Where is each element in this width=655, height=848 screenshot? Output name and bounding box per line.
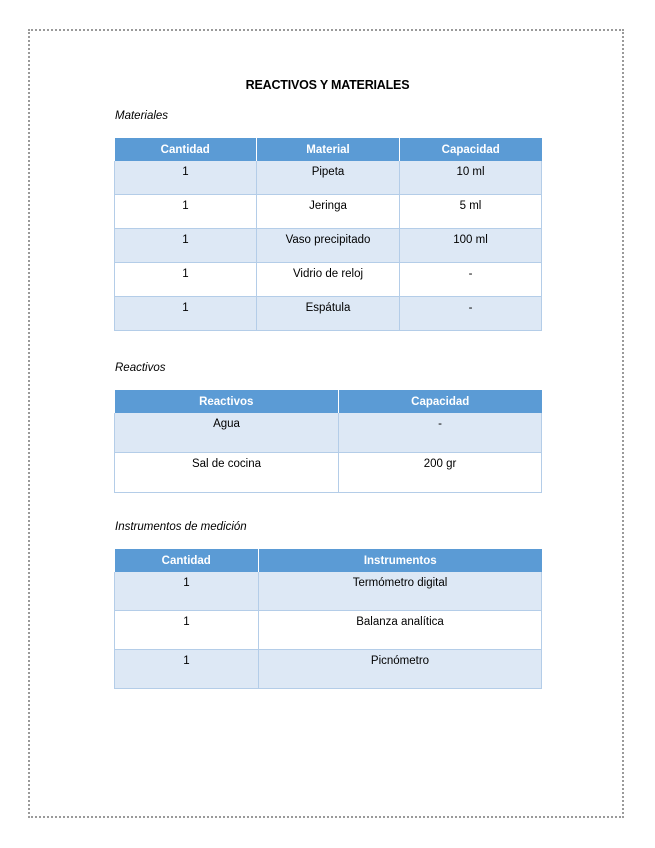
table-cell: 10 ml bbox=[400, 161, 542, 195]
table-cell: 1 bbox=[115, 650, 259, 689]
table-cell: 100 ml bbox=[400, 229, 542, 263]
materials-heading: Materiales bbox=[115, 110, 169, 122]
column-header-material: Material bbox=[257, 138, 400, 161]
instruments-heading: Instrumentos de medición bbox=[115, 521, 247, 533]
table-cell: Vaso precipitado bbox=[257, 229, 400, 263]
table-cell: Picnómetro bbox=[259, 650, 542, 689]
table-row bbox=[115, 195, 542, 229]
table-cell: 1 bbox=[115, 161, 257, 195]
reagents-heading: Reactivos bbox=[115, 362, 166, 374]
table-cell: - bbox=[400, 297, 542, 331]
table-cell: 200 gr bbox=[339, 453, 542, 493]
table-row bbox=[115, 297, 542, 331]
table-row bbox=[115, 572, 542, 611]
table-cell: 1 bbox=[115, 195, 257, 229]
table-cell: 1 bbox=[115, 297, 257, 331]
table-row bbox=[115, 611, 542, 650]
materials-header-row bbox=[115, 138, 542, 161]
table-cell: Balanza analítica bbox=[259, 611, 542, 650]
table-cell: Termómetro digital bbox=[259, 572, 542, 611]
table-cell: - bbox=[400, 263, 542, 297]
table-row bbox=[115, 650, 542, 689]
table-cell: Espátula bbox=[257, 297, 400, 331]
materials-table bbox=[114, 138, 542, 331]
table-cell: 1 bbox=[115, 229, 257, 263]
table-cell: Jeringa bbox=[257, 195, 400, 229]
column-header-reactivos: Reactivos bbox=[115, 390, 339, 413]
table-cell: 1 bbox=[115, 611, 259, 650]
column-header-cantidad: Cantidad bbox=[115, 138, 257, 161]
table-cell: Agua bbox=[115, 413, 339, 453]
column-header-capacidad: Capacidad bbox=[339, 390, 542, 413]
table-row bbox=[115, 413, 542, 453]
instruments-header-row bbox=[115, 549, 542, 572]
table-row bbox=[115, 453, 542, 493]
table-cell: Vidrio de reloj bbox=[257, 263, 400, 297]
reagents-header-row bbox=[115, 390, 542, 413]
table-cell: 1 bbox=[115, 263, 257, 297]
table-cell: - bbox=[339, 413, 542, 453]
table-row bbox=[115, 229, 542, 263]
instruments-table bbox=[114, 549, 542, 689]
table-cell: 1 bbox=[115, 572, 259, 611]
table-cell: 5 ml bbox=[400, 195, 542, 229]
table-cell: Sal de cocina bbox=[115, 453, 339, 493]
reagents-table bbox=[114, 390, 542, 493]
column-header-instrumentos: Instrumentos bbox=[259, 549, 542, 572]
document-title: REACTIVOS Y MATERIALES bbox=[245, 78, 410, 92]
table-cell: Pipeta bbox=[257, 161, 400, 195]
column-header-capacidad: Capacidad bbox=[400, 138, 542, 161]
column-header-cantidad: Cantidad bbox=[115, 549, 259, 572]
table-row bbox=[115, 161, 542, 195]
table-row bbox=[115, 263, 542, 297]
